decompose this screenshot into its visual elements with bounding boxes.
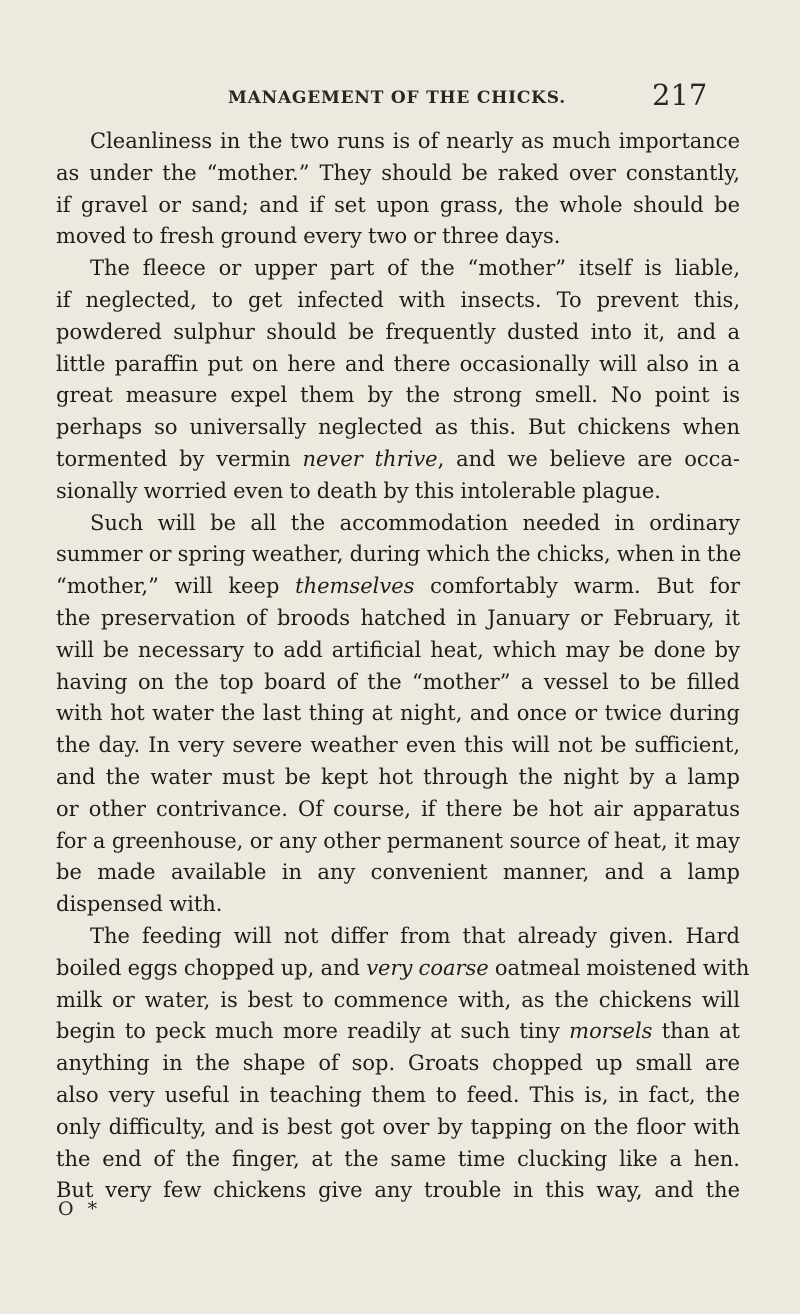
italic-phrase: very coarse: [366, 955, 489, 980]
text-line: will be necessary to add artificial heat, which may be done by: [56, 637, 740, 662]
text-line: great measure expel them by the strong smell. No point is: [56, 383, 740, 408]
text-line: But very few chickens give any trouble in this way, and the: [56, 1178, 740, 1203]
text-segment: tormented by vermin: [56, 446, 303, 471]
text-line: [56, 1016, 740, 1048]
text-segment: boiled eggs chopped up, and: [56, 955, 367, 980]
printer-signature-mark: O *: [58, 1198, 102, 1220]
text-line: having on the top board of the “mother” a vessel to be filled: [56, 669, 740, 694]
body-text: [56, 126, 750, 1207]
text-segment: , and we believe are occa-: [437, 446, 741, 471]
text-line: or other contrivance. Of course, if there be hot air apparatus: [56, 796, 740, 821]
text-line: and the water must be kept hot through the night by a lamp: [56, 764, 740, 789]
text-line: milk or water, is best to commence with, as the chickens will: [56, 987, 740, 1012]
text-line: Cleanliness in the two runs is of nearly as much importance: [90, 129, 740, 153]
text-line: dispensed with.: [56, 892, 223, 917]
text-line: anything in the shape of sop. Groats chopped up small are: [56, 1051, 740, 1076]
text-segment: than at: [652, 1019, 740, 1044]
text-segment: “mother,” will keep: [56, 574, 296, 599]
page-number: 217: [652, 78, 708, 112]
text-line: sionally worried even to death by this intolerable plague.: [56, 478, 661, 503]
text-line: also very useful in teaching them to feed. This is, in fact, the: [56, 1082, 740, 1107]
text-line: Such will be all the accommodation needed in ordinary: [90, 510, 740, 535]
text-line: summer or spring weather, during which the chicks, when in the: [56, 542, 742, 567]
text-segment: comfortably warm. But for: [414, 574, 741, 599]
italic-phrase: themselves: [295, 574, 415, 599]
text-line: [56, 571, 740, 603]
text-line: moved to fresh ground every two or three days.: [56, 224, 561, 249]
text-line: with hot water the last thing at night, and once or twice during: [56, 701, 740, 726]
text-line: for a greenhouse, or any other permanent source of heat, it may: [56, 828, 740, 853]
text-line: only difficulty, and is best got over by tapping on the floor with: [56, 1114, 740, 1139]
text-line: the day. In very severe weather even this will not be sufficient,: [56, 733, 740, 758]
text-line: the end of the finger, at the same time clucking like a hen.: [56, 1146, 740, 1171]
text-segment: oatmeal moistened with: [488, 955, 750, 980]
text-line: little paraffin put on here and there occasionally will also in a: [56, 351, 740, 376]
text-line: be made available in any convenient manner, and a lamp: [56, 860, 740, 885]
text-line: powdered sulphur should be frequently dusted into it, and a: [56, 319, 740, 344]
text-line: if gravel or sand; and if set upon grass, the whole should be: [56, 192, 740, 217]
text-line: [56, 444, 740, 476]
italic-phrase: never thrive: [302, 446, 438, 471]
text-line: the preservation of broods hatched in January or February, it: [56, 605, 740, 630]
text-line: as under the “mother.” They should be raked over constantly,: [56, 160, 740, 185]
text-segment: begin to peck much more readily at such tiny: [56, 1019, 570, 1044]
italic-phrase: morsels: [569, 1019, 653, 1044]
text-line: [56, 953, 750, 985]
text-line: if neglected, to get infected with insects. To prevent this,: [56, 287, 740, 312]
text-line: The feeding will not differ from that already given. Hard: [90, 923, 740, 948]
text-line: perhaps so universally neglected as this. But chickens when: [56, 415, 740, 440]
text-line: The fleece or upper part of the “mother” itself is liable,: [90, 256, 740, 281]
running-head: MANAGEMENT OF THE CHICKS.: [228, 88, 566, 108]
